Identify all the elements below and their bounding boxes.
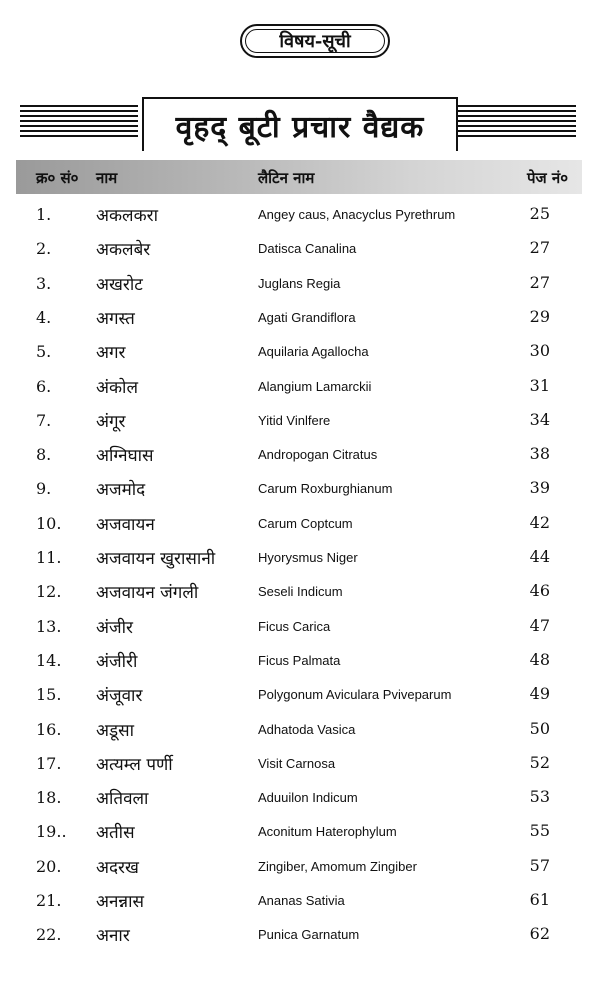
table-row: [0, 850, 600, 884]
table-row: [0, 575, 600, 609]
contents-title: विषय-सूची: [279, 31, 351, 52]
entry-name: अग्निघास: [96, 446, 154, 467]
entry-name: अजवायन खुरासानी: [96, 549, 216, 569]
entry-number: 11.: [36, 548, 62, 567]
column-header-no: क्र० सं०: [36, 169, 79, 187]
entry-page-number: 25: [529, 204, 550, 223]
entry-number: 9.: [36, 479, 52, 499]
entry-page-number: 27: [529, 272, 550, 292]
entry-number: 20.: [36, 856, 62, 876]
entry-latin-name: Carum Roxburghianum: [258, 481, 393, 497]
entry-latin-name: Punica Garnatum: [258, 927, 360, 943]
entry-latin-name: Adhatoda Vasica: [258, 721, 356, 737]
entry-name: अजमोद: [96, 480, 146, 501]
banner-left-rules: [20, 105, 138, 141]
table-row: [0, 472, 600, 506]
entry-latin-name: Ananas Sativia: [258, 893, 345, 908]
entry-latin-name: Angey caus, Anacyclus Pyrethrum: [258, 207, 456, 222]
entry-number: 2.: [36, 239, 52, 259]
entry-page-number: 39: [529, 478, 550, 498]
entry-page-number: 62: [529, 924, 550, 944]
entry-page-number: 46: [529, 581, 550, 601]
entry-page-number: 27: [529, 238, 550, 258]
banner-title-box: [142, 97, 458, 151]
entry-number: 13.: [36, 616, 62, 636]
entry-page-number: 30: [529, 341, 550, 361]
entry-name: अतिवला: [96, 789, 149, 810]
entry-number: 3.: [36, 273, 52, 293]
entry-number: 21.: [36, 891, 62, 910]
entry-number: 22.: [36, 925, 62, 945]
entry-number: 6.: [36, 376, 52, 396]
banner-right-rules: [458, 105, 576, 141]
table-row: [0, 370, 600, 404]
entry-page-number: 42: [529, 512, 550, 532]
entry-name: अगस्त: [96, 308, 135, 329]
entry-page-number: 44: [529, 547, 550, 566]
entry-latin-name: Alangium Lamarckii: [258, 378, 372, 394]
entry-number: 10.: [36, 513, 62, 533]
entry-latin-name: Agati Grandiflora: [258, 309, 356, 325]
entry-name: अजवायन: [96, 514, 155, 535]
entry-name: अकलकरा: [96, 206, 158, 226]
entry-name: अडूसा: [96, 720, 134, 741]
table-row: [0, 918, 600, 952]
entry-number: 7.: [36, 410, 52, 430]
entry-latin-name: Visit Carnosa: [258, 755, 336, 771]
entry-number: 19..: [36, 822, 67, 842]
table-row: [0, 678, 600, 712]
entry-page-number: 52: [529, 752, 550, 772]
table-header: [16, 160, 582, 194]
contents-title-badge: [240, 24, 390, 58]
entry-name: अखरोट: [96, 274, 143, 295]
entry-name: अत्यम्ल पर्णी: [96, 754, 173, 775]
table-row: [0, 198, 600, 232]
column-header-latin: लैटिन नाम: [258, 169, 315, 187]
entry-latin-name: Ficus Carica: [258, 618, 331, 634]
entry-page-number: 31: [529, 375, 550, 395]
entry-name: अंजूवार: [96, 686, 143, 707]
entry-name: अतीस: [96, 823, 135, 844]
entry-latin-name: Zingiber, Amomum Zingiber: [258, 858, 417, 874]
entry-number: 14.: [36, 650, 62, 670]
entry-number: 16.: [36, 719, 62, 739]
entry-latin-name: Aduuilon Indicum: [258, 790, 358, 806]
entry-page-number: 57: [529, 855, 550, 875]
table-row: [0, 335, 600, 369]
entry-latin-name: Yitid Vinlfere: [258, 412, 331, 428]
entry-latin-name: Aconitum Haterophylum: [258, 824, 397, 840]
entry-number: 1.: [36, 205, 52, 224]
table-row: [0, 815, 600, 849]
entry-number: 5.: [36, 342, 52, 362]
entry-page-number: 50: [529, 718, 550, 738]
table-row: [0, 747, 600, 781]
entry-latin-name: Carum Coptcum: [258, 515, 353, 531]
table-row: [0, 644, 600, 678]
entry-latin-name: Datisca Canalina: [258, 241, 357, 257]
entry-page-number: 55: [529, 821, 550, 841]
entry-page-number: 49: [529, 684, 550, 704]
entry-number: 18.: [36, 788, 62, 808]
entry-page-number: 29: [529, 306, 550, 326]
table-row: [0, 541, 600, 575]
entry-page-number: 47: [529, 615, 550, 635]
entry-page-number: 53: [529, 787, 550, 807]
entry-name: अदरख: [96, 857, 139, 878]
entry-page-number: 38: [529, 444, 550, 464]
entry-name: अंजीर: [96, 617, 133, 638]
column-header-page: पेज नं०: [527, 169, 568, 187]
entry-page-number: 34: [529, 409, 550, 429]
table-row: [0, 301, 600, 335]
entry-number: 4.: [36, 307, 52, 327]
entry-page-number: 61: [529, 890, 550, 909]
entry-name: अंकोल: [96, 377, 138, 398]
entry-number: 15.: [36, 685, 62, 705]
table-row: [0, 781, 600, 815]
table-row: [0, 884, 600, 918]
entry-number: 17.: [36, 753, 62, 773]
entry-latin-name: Aquilaria Agallocha: [258, 344, 369, 360]
entry-name: अंजीरी: [96, 651, 138, 672]
entry-page-number: 48: [529, 649, 550, 669]
table-row: [0, 404, 600, 438]
entry-latin-name: Ficus Palmata: [258, 652, 341, 668]
column-header-name: नाम: [96, 169, 118, 187]
entry-latin-name: Polygonum Aviculara Pviveparum: [258, 687, 452, 703]
entry-number: 12.: [36, 582, 62, 602]
table-row: [0, 232, 600, 266]
entry-latin-name: Juglans Regia: [258, 275, 341, 291]
entry-latin-name: Andropogan Citratus: [258, 447, 378, 463]
section-banner: [16, 97, 582, 151]
table-row: [0, 438, 600, 472]
table-row: [0, 713, 600, 747]
entry-name: अनन्नास: [96, 892, 145, 912]
section-title: वृहद् बूटी प्रचार वैद्यक: [175, 109, 425, 145]
entry-latin-name: Seseli Indicum: [258, 584, 343, 600]
table-row: [0, 267, 600, 301]
entry-name: अनार: [96, 926, 130, 947]
entry-name: अंगूर: [96, 411, 126, 432]
entry-name: अगर: [96, 343, 126, 364]
entry-number: 8.: [36, 445, 52, 465]
entry-latin-name: Hyorysmus Niger: [258, 550, 358, 565]
table-row: [0, 610, 600, 644]
entry-name: अजवायन जंगली: [96, 583, 199, 604]
entry-name: अकलबेर: [96, 240, 151, 261]
table-row: [0, 507, 600, 541]
